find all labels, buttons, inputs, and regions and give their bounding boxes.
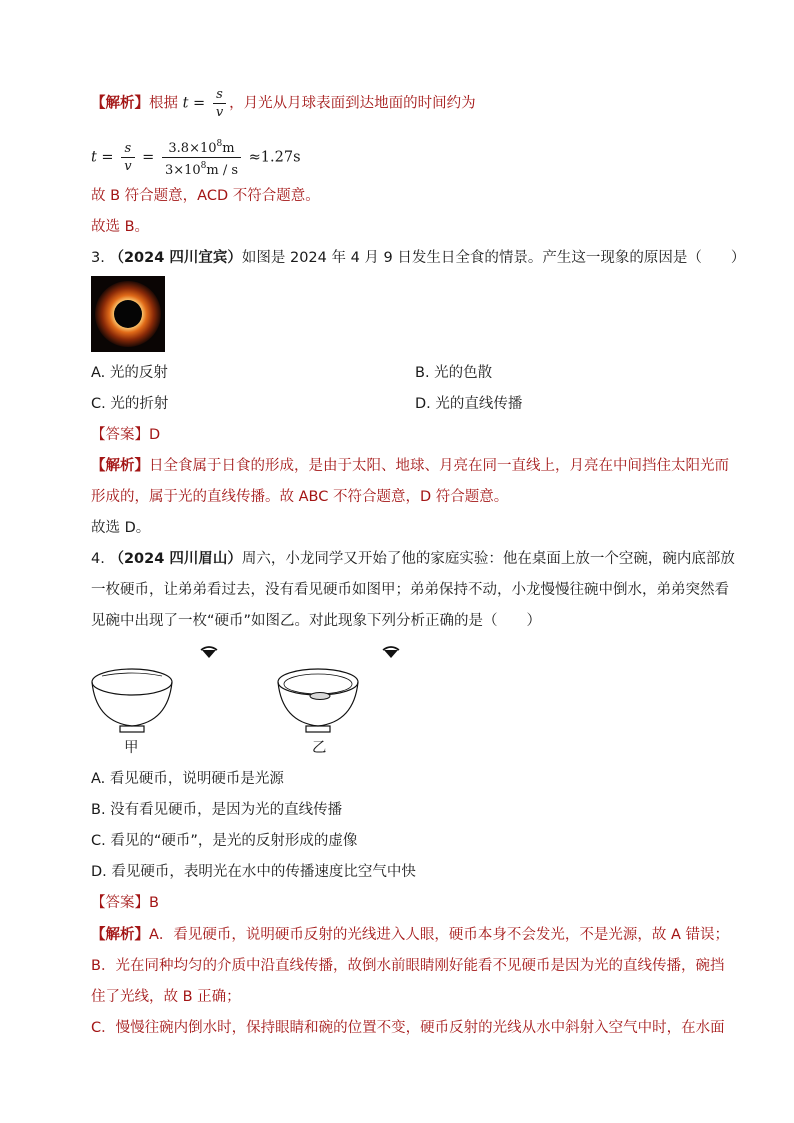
formula-t: t = — [182, 95, 206, 112]
q4-analysis-line-1: 【解析】A．看见硬币，说明硬币反射的光线进入人眼，硬币本身不会发光，不是光源，故 A 错误； — [91, 927, 730, 943]
empty-bowl — [92, 669, 172, 732]
q2-conclusion: 故 B 符合题意，ACD 不符合题意。 — [91, 188, 320, 204]
figure-label-jia: 甲 — [124, 740, 139, 756]
analysis-tag: 【解析】 — [91, 95, 149, 112]
analysis-tag: 【解析】 — [91, 927, 149, 943]
q3-answer: 【答案】D — [91, 427, 161, 443]
eye-icon — [201, 647, 217, 658]
formula-lhs: t = — [91, 149, 114, 166]
q2-analysis-line — [91, 86, 476, 121]
question-number: 4. — [91, 551, 105, 567]
q3-choice: 故选 D。 — [91, 520, 151, 536]
figure-label-yi: 乙 — [312, 740, 327, 756]
moon-disc — [114, 300, 142, 328]
q4-stem-line-1: 4. （2024 四川眉山）周六，小龙同学又开始了他的家庭实验：他在桌面上放一个空碗，碗内底部放 — [91, 551, 735, 567]
analysis-tag: 【解析】 — [91, 458, 149, 474]
q4-answer: 【答案】B — [91, 895, 159, 911]
q4-analysis-line-3: 住了光线，故 B 正确； — [91, 989, 241, 1005]
solar-eclipse-image — [91, 276, 165, 352]
q3-option-a[interactable]: A. 光的反射 — [91, 365, 168, 381]
q4-option-a[interactable]: A. 看见硬币，说明硬币是光源 — [91, 771, 284, 787]
formula-eq: = — [142, 149, 155, 166]
fraction-values: $\frac{3.8\times 10^8m}{3\times 10^8m / s}$ — [162, 136, 241, 179]
q4-option-b[interactable]: B. 没有看见硬币，是因为光的直线传播 — [91, 802, 343, 818]
q3-option-c[interactable]: C. 光的折射 — [91, 396, 169, 412]
q3-stem — [91, 248, 745, 268]
analysis-text-b: ，月光从月球表面到达地面的时间约为 — [229, 95, 476, 112]
water-bowl — [278, 669, 358, 732]
formula-result: ≈1.27s — [248, 149, 301, 166]
q4-analysis-line-2: B．光在同种均匀的介质中沿直线传播，故倒水前眼睛刚好能看不见硬币是因为光的直线传播，碗挡 — [91, 958, 725, 974]
question-source: （2024 四川眉山） — [109, 551, 242, 567]
eye-icon — [383, 647, 399, 658]
q3-option-b[interactable]: B. 光的色散 — [415, 365, 493, 381]
q3-analysis-line-2: 形成的，属于光的直线传播。故 ABC 不符合题意，D 符合题意。 — [91, 489, 509, 505]
q2-formula — [91, 136, 301, 179]
q2-choice: 故选 B。 — [91, 219, 150, 235]
q4-option-c[interactable]: C. 看见的“硬币”，是光的反射形成的虚像 — [91, 833, 358, 849]
q3-option-d[interactable]: D. 光的直线传播 — [415, 396, 523, 412]
coin — [310, 693, 330, 700]
q4-stem-line-3: 见碗中出现了一枚“硬币”如图乙。对此现象下列分析正确的是（ ） — [91, 613, 542, 629]
fraction-s-v: $\frac{s}{v}$ — [121, 140, 134, 175]
q3-analysis-line-1: 【解析】日全食属于日食的形成，是由于太阳、地球、月亮在同一直线上，月亮在中间挡住太阳光而 — [91, 458, 729, 474]
fraction-s-over-v: $\frac{s}{v}$ — [213, 86, 226, 121]
analysis-text: 根据 — [149, 95, 178, 112]
question-number: 3. — [91, 250, 105, 266]
question-stem: 如图是 2024 年 4 月 9 日发生日全食的情景。产生这一现象的原因是（ ） — [241, 250, 746, 266]
q4-stem-line-2: 一枚硬币，让弟弟看过去，没有看见硬币如图甲；弟弟保持不动，小龙慢慢往碗中倒水，弟弟突然看 — [91, 582, 729, 598]
q4-option-d[interactable]: D. 看见硬币，表明光在水中的传播速度比空气中快 — [91, 864, 416, 880]
q4-analysis-line-4: C．慢慢往碗内倒水时，保持眼睛和碗的位置不变，硬币反射的光线从水中斜射入空气中时，在水面 — [91, 1020, 725, 1036]
question-source: （2024 四川宜宾） — [109, 250, 242, 266]
